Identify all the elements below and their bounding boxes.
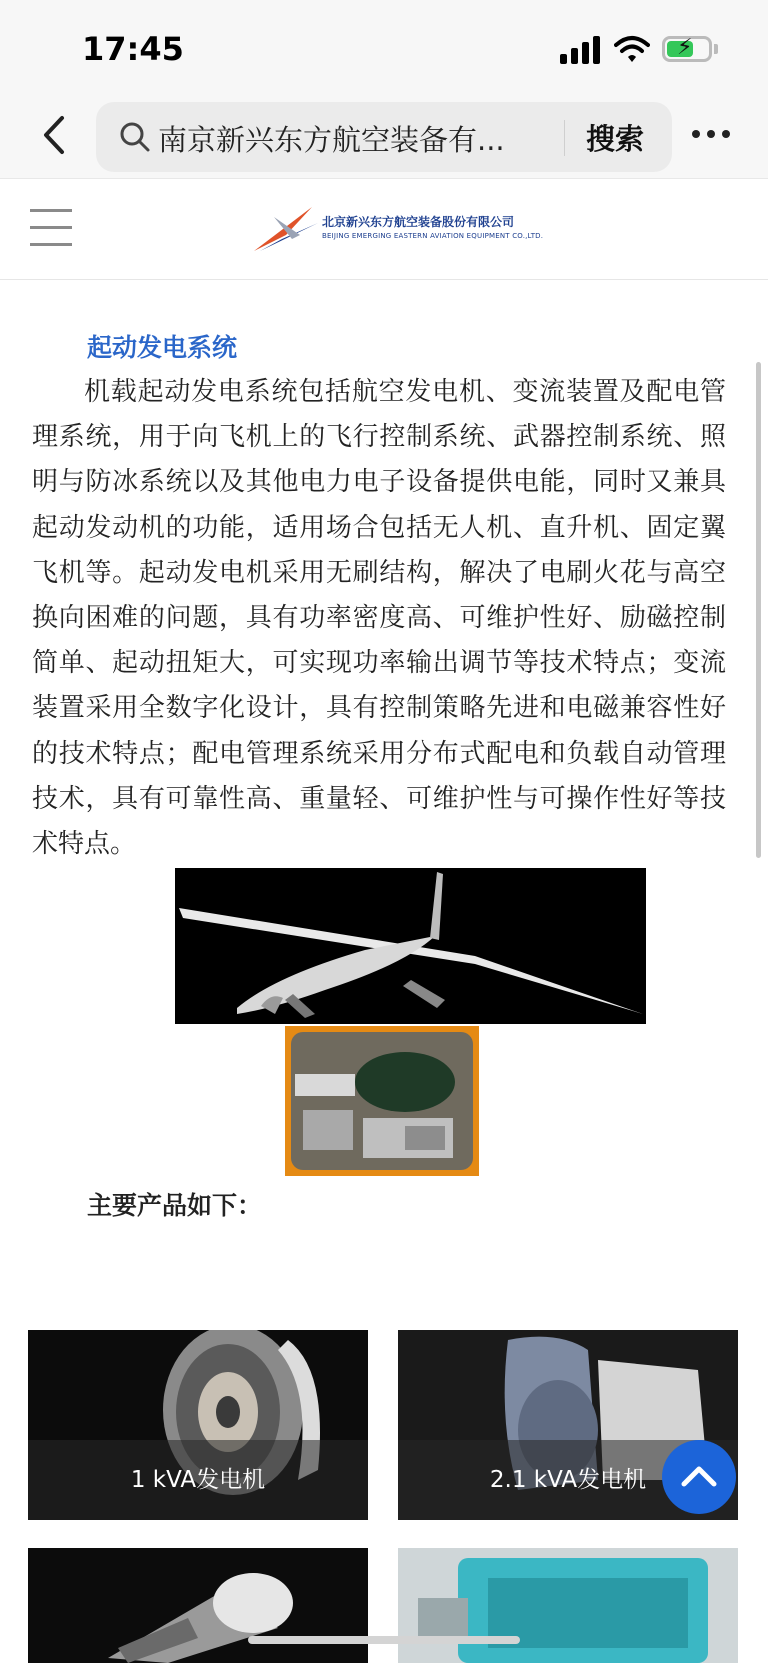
battery-nub	[714, 44, 718, 54]
article-body: 机载起动发电系统包括航空发电机、变流装置及配电管理系统，用于向飞机上的飞行控制系统、武器控制系统、照明与防冰系统以及其他电力电子设备提供电能，同时又兼具起动发动机的功能，适用场合包括无人机、直升机、固定翼飞机等。起动发电机采用无刷结构，解决了电刷火花与高空换向困难的问题，具有功率密度高、可维护性好、励磁控制简单、起动扭矩大，可实现功率输出调节等技术特点；变流装置采用全数字化设计，具有控制策略先进和电磁兼容性好的技术特点；配电管理系统采用分布式配电和负载自动管理技术，具有可靠性高、重量轻、可维护性与可操作性好等技术特点。	[32, 377, 726, 860]
generator-4-image	[398, 1548, 738, 1663]
products-heading: 主要产品如下：	[87, 1191, 263, 1220]
cellular-signal-icon	[560, 36, 602, 64]
generator-image	[285, 1026, 479, 1176]
product-card-4[interactable]	[398, 1548, 738, 1663]
product-card-3[interactable]	[28, 1548, 368, 1663]
generator-3-image	[28, 1548, 368, 1663]
battery-icon: ⚡	[662, 36, 712, 62]
section-title: 起动发电系统	[87, 333, 238, 362]
logo-emblem-icon	[252, 205, 322, 255]
chevron-up-icon	[662, 1440, 736, 1514]
site-header	[0, 179, 768, 280]
search-button[interactable]: 搜索	[586, 122, 645, 156]
product-caption: 2.1 kVA发电机	[398, 1440, 738, 1520]
hamburger-menu-button[interactable]	[30, 209, 72, 247]
browser-toolbar	[0, 96, 768, 179]
logo-wordmark-en: BEIJING EMERGING EASTERN AVIATION EQUIPMENT CO.,LTD.	[322, 232, 544, 240]
search-icon	[118, 120, 152, 154]
search-query-text: 南京新兴东方航空装备有...	[158, 123, 505, 157]
more-options-button[interactable]	[692, 130, 732, 142]
search-divider	[564, 120, 565, 156]
back-button[interactable]	[36, 110, 76, 160]
logo-wordmark-cn: 北京新兴东方航空装备股份有限公司	[322, 215, 515, 229]
wifi-icon	[614, 34, 650, 64]
company-logo[interactable]	[252, 205, 544, 255]
product-caption: 1 kVA发电机	[28, 1440, 368, 1520]
page-scrollbar[interactable]	[756, 362, 761, 858]
search-input[interactable]	[96, 102, 672, 172]
status-time: 17:45	[82, 30, 184, 68]
product-card-1kva[interactable]	[28, 1330, 368, 1520]
status-bar	[0, 0, 768, 96]
drone-image	[175, 868, 646, 1024]
home-indicator[interactable]	[248, 1636, 520, 1644]
scroll-to-top-button[interactable]	[662, 1440, 736, 1514]
